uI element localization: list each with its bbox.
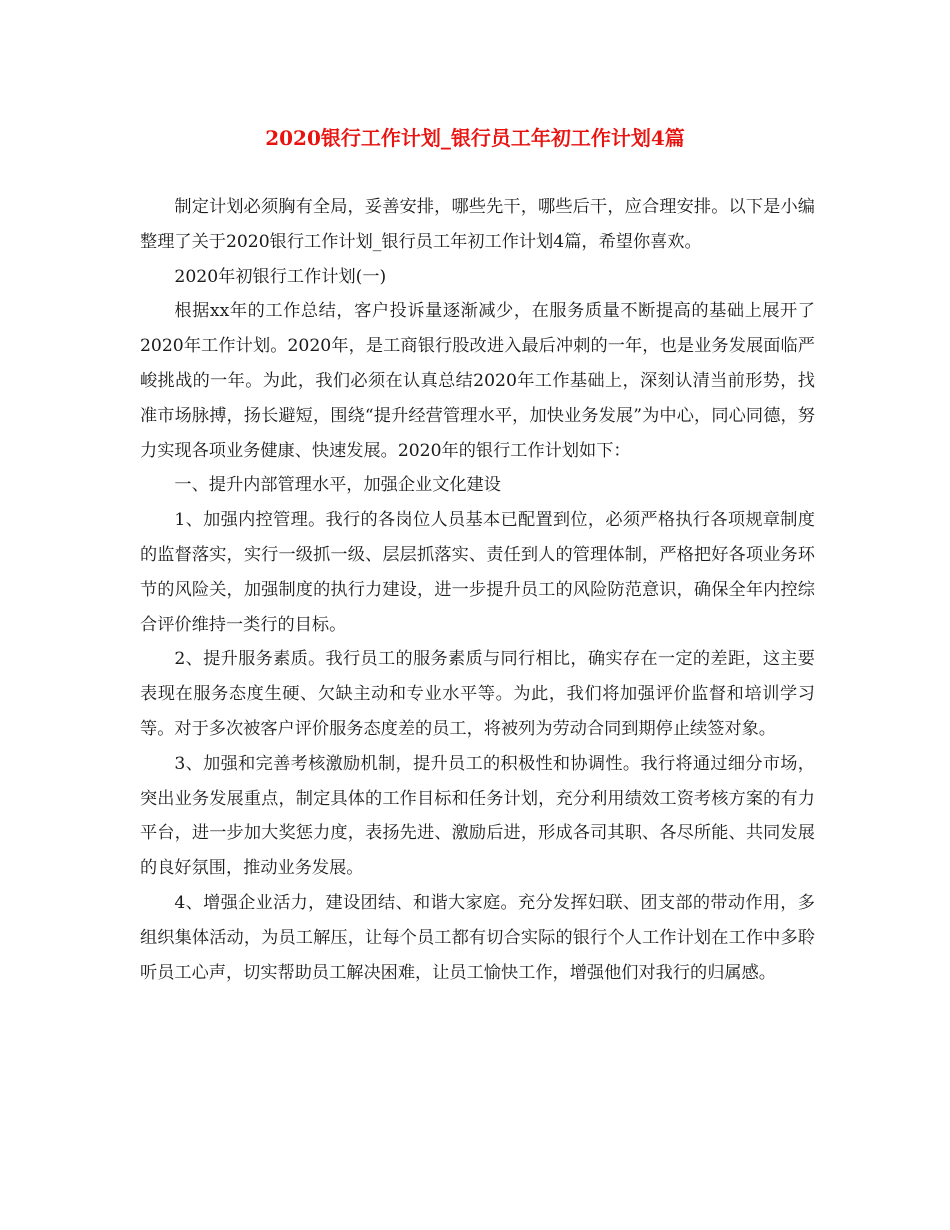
section-heading-internal-management: 一、提升内部管理水平，加强企业文化建设	[174, 475, 501, 496]
section-heading-plan-one: 2020年初银行工作计划(一)	[174, 266, 387, 287]
paragraph-item-2: 2、提升服务素质。我行员工的服务素质与同行相比，确实存在一定的差距，这主要表现在服务态度生硬、欠缺主动和专业水平等。为此，我们将加强评价监督和培训学习等。对于多次被客户评价服务态度差的员工，将被列为劳动合同到期停止续签对象。	[140, 649, 815, 739]
paragraph-item-3: 3、加强和完善考核激励机制，提升员工的积极性和协调性。我行将通过细分市场，突出业务发展重点，制定具体的工作目标和任务计划，充分利用绩效工资考核方案的有力平台，进一步加大奖惩力度，表扬先进、激励后进，形成各司其职、各尽所能、共同发展的良好氛围，推动业务发展。	[140, 753, 815, 879]
paragraph-item-1: 1、加强内控管理。我行的各岗位人员基本已配置到位，必须严格执行各项规章制度的监督落实，实行一级抓一级、层层抓落实、责任到人的管理体制，严格把好各项业务环节的风险关，加强制度的执行力建设，进一步提升员工的风险防范意识，确保全年内控综合评价维持一类行的目标。	[140, 510, 815, 635]
document-body	[140, 190, 815, 990]
paragraph-item-4: 4、增强企业活力，建设团结、和谐大家庭。充分发挥妇联、团支部的带动作用，多组织集体活动，为员工解压，让每个员工都有切合实际的银行个人工作计划在工作中多聆听员工心声，切实帮助员工解决困难，让员工愉快工作，增强他们对我行的归属感。	[140, 892, 815, 983]
document-title: 2020银行工作计划_银行员工年初工作计划4篇	[265, 126, 685, 150]
paragraph-intro: 制定计划必须胸有全局，妥善安排，哪些先干，哪些后干，应合理安排。以下是小编整理了关于2020银行工作计划_银行员工年初工作计划4篇，希望你喜欢。	[140, 197, 815, 252]
paragraph-overview: 根据xx年的工作总结，客户投诉量逐渐减少，在服务质量不断提高的基础上展开了2020年工作计划。2020年，是工商银行股改进入最后冲刺的一年，也是业务发展面临严峻挑战的一年。为此，我们必须在认真总结2020年工作基础上，深刻认清当前形势，找准市场脉搏，扬长避短，围绕“提升经营管理水平，加快业务发展”为中心，同心同德，努力实现各项业务健康、快速发展。2020年的银行工作计划如下：	[140, 301, 815, 461]
